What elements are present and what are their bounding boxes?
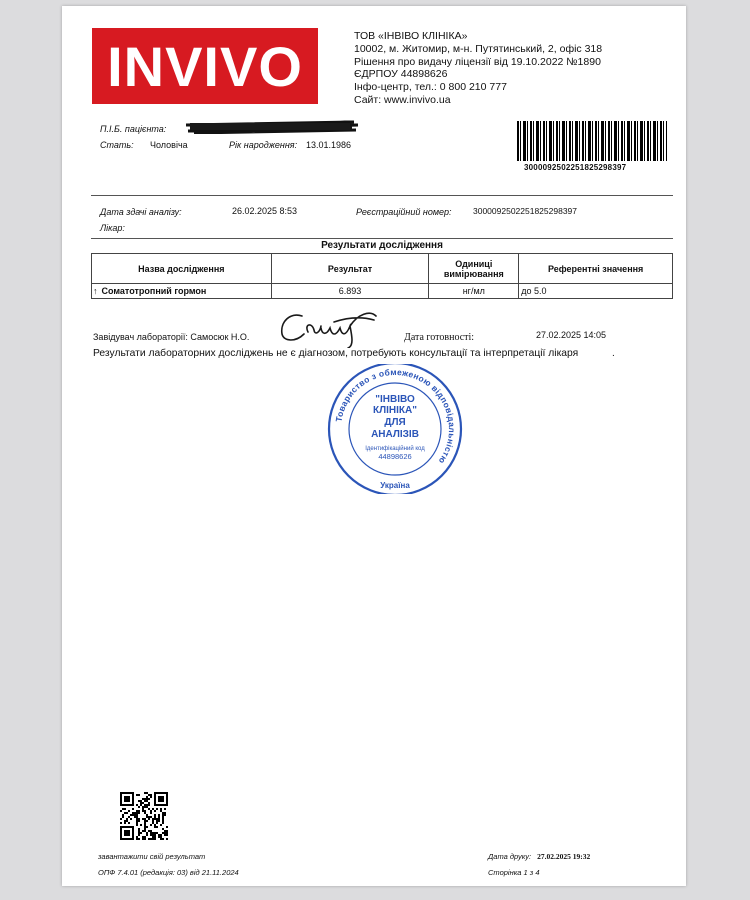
invivo-logo: INVIVO xyxy=(92,28,318,104)
redaction-scribble xyxy=(184,119,360,134)
company-name: ТОВ «ІНВІВО КЛІНІКА» xyxy=(354,30,468,42)
column-header: Результат xyxy=(271,254,429,284)
patient-sex-label: Стать: xyxy=(100,140,134,150)
company-license: Рішення про видачу ліцензії від 19.10.2022 №1890 xyxy=(354,55,601,68)
patient-sex: Чоловіча xyxy=(150,140,188,150)
company-edrpou: ЄДРПОУ 44898626 xyxy=(354,68,448,81)
stamp-name-1: "ІНВІВО xyxy=(375,394,415,405)
test-result: 6.893 xyxy=(271,284,429,299)
company-info xyxy=(354,30,602,107)
ready-date: 27.02.2025 14:05 xyxy=(536,330,607,340)
registration-label: Реєстраційний номер: xyxy=(356,207,452,217)
high-flag: ↑ xyxy=(93,286,98,296)
print-date: 27.02.2025 19:32 xyxy=(537,852,591,861)
stamp-id-code: 44898626 xyxy=(378,452,412,461)
results-title: Результати дослідження xyxy=(321,240,443,251)
patient-name-label: П.І.Б. пацієнта: xyxy=(100,124,167,134)
page-number: Сторінка 1 з 4 xyxy=(488,868,540,877)
ready-label: Дата готовності: xyxy=(404,332,475,343)
signature-image xyxy=(274,306,386,348)
stamp-line-3: ДЛЯ xyxy=(384,417,406,428)
print-date-label: Дата друку: xyxy=(488,852,532,861)
company-phone: Інфо-центр, тел.: 0 800 210 777 xyxy=(354,81,507,94)
order-date: 26.02.2025 8:53 xyxy=(232,206,298,216)
patient-birth: 13.01.1986 xyxy=(306,140,352,150)
stamp-name-2: КЛІНІКА" xyxy=(373,405,417,416)
form-code: ОПФ 7.4.01 (редакція: 03) від 21.11.2024 xyxy=(98,868,239,877)
test-unit: нг/мл xyxy=(429,284,519,299)
column-header: Референтні значення xyxy=(519,254,673,284)
stamp-id-label: Ідентифікаційний код xyxy=(365,446,425,452)
doctor-label: Лікар: xyxy=(100,223,125,233)
download-result-link[interactable]: завантажити свій результат xyxy=(98,852,206,861)
registration-number: 3000092502251825298397 xyxy=(473,206,578,216)
results-table xyxy=(91,253,673,299)
divider xyxy=(91,195,673,196)
table-header-row xyxy=(92,254,673,284)
test-name-cell xyxy=(92,284,272,299)
table-row xyxy=(92,284,673,299)
column-header: Назва дослідження xyxy=(92,254,272,284)
company-stamp-image xyxy=(325,364,465,494)
document-page: INVIVO ТОВ «ІНВІВО КЛІНІКА» 10002, м. Житомир, м-н. Путятинський, 2, офіс 318 Рішення про видачу ліцензії від 19.10.2022 №1890 ЄДРПОУ 44898626 Інфо-центр, тел.: 0 800 210 777 Сайт: www.invivo.ua П.І.Б. пацієнта: Стать: Чоловіча Рік народження: 13.01.1986 3000092502251825298397 Дата здачі аналізу: 26.02.2025 8:53 Реєстраційний номер: 3000092502251825298397 Лікар: Результати дослідження Назва дослідження Результат Одиниці вимірювання Референтні значення ↑ Соматотропний гормон 6.893 нг/мл до 5.0 Завідувач лабораторії: Самосюк Н.О. Дата готовності: 27.02.2025 14:05 Результати лабораторних досліджень не є діагнозом, потребують консультації та інтерпретації лікаря . Товариство з обмеженою відповідальністю "ІНВІВО КЛІНІКА" ДЛЯ АНАЛІЗІВ Ідентифікаційний код 44898626 Україна завантажити свій результат ОПФ 7.4.01 (редакція: 03) від 21.11.2024 Дата друку: 27.02.2025 19:32 Сторінка 1 з 4 xyxy=(62,6,686,886)
lab-head: Завідувач лабораторії: Самосюк Н.О. xyxy=(93,332,250,342)
test-reference: до 5.0 xyxy=(519,284,673,299)
patient-birth-label: Рік народження: xyxy=(229,140,298,150)
order-date-label: Дата здачі аналізу: xyxy=(100,207,182,217)
stamp-line-4: АНАЛІЗІВ xyxy=(371,429,419,440)
divider xyxy=(91,238,673,239)
company-site: Сайт: www.invivo.ua xyxy=(354,93,451,106)
stamp-country: Україна xyxy=(380,481,410,490)
qr-code-image[interactable] xyxy=(120,792,168,840)
barcode-image xyxy=(517,121,667,161)
column-header: Одиниці вимірювання xyxy=(429,254,519,284)
stamp-ring-text: Товариство з обмеженою відповідальністю xyxy=(333,366,458,466)
barcode-number: 3000092502251825298397 xyxy=(524,163,627,172)
disclaimer-note: Результати лабораторних досліджень не є діагнозом, потребують консультації та інтерпретації лікаря xyxy=(93,348,579,359)
test-name: Соматотропний гормон xyxy=(101,286,207,296)
company-address: 10002, м. Житомир, м-н. Путятинський, 2, офіс 318 xyxy=(354,42,603,55)
